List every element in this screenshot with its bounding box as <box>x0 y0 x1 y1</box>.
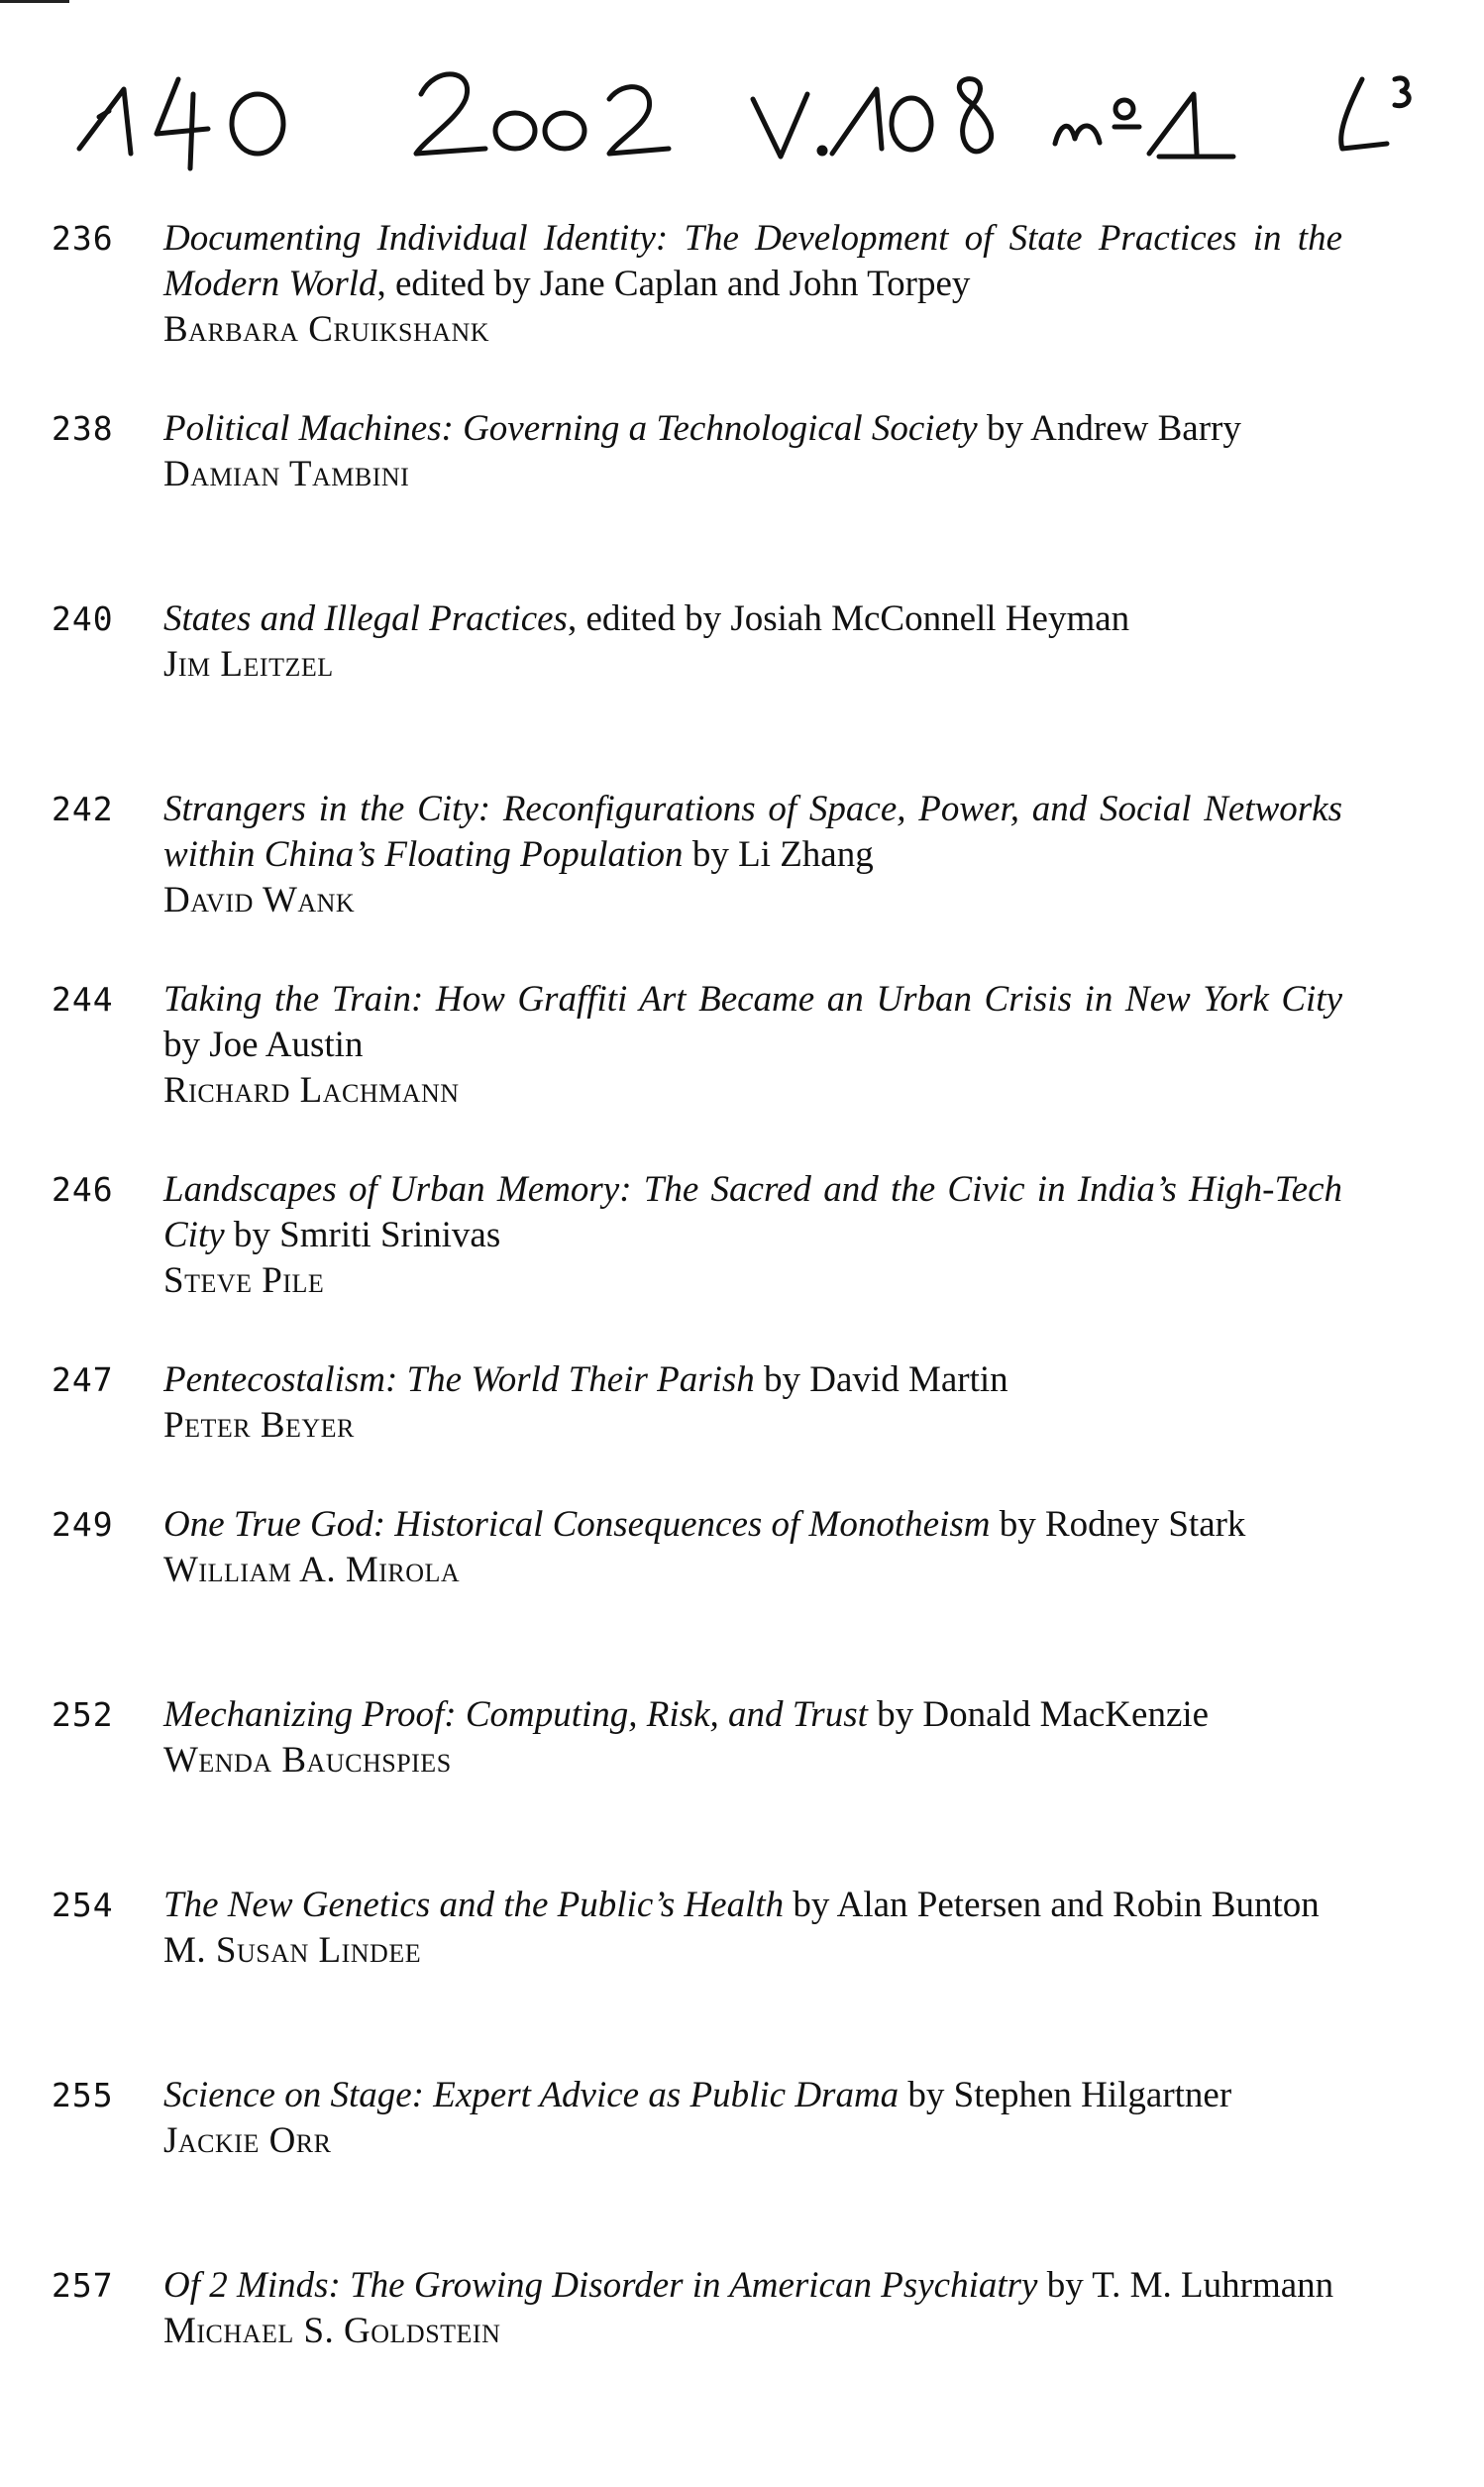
book-citation <box>163 1357 1342 1403</box>
book-byline: by Joe Austin <box>163 1025 364 1065</box>
list-item <box>0 1883 1484 2073</box>
list-item <box>0 216 1484 406</box>
reviewer-name: David Wank <box>163 880 356 920</box>
book-citation <box>163 2073 1342 2118</box>
handwritten-annotation <box>69 40 1456 188</box>
book-citation <box>163 2263 1342 2309</box>
book-byline: by Alan Petersen and Robin Bunton <box>784 1885 1320 1925</box>
reviewer-name: Jim Leitzel <box>163 644 334 685</box>
reviewer-name: Wenda Bauchspies <box>163 1740 452 1781</box>
book-title: Pentecostalism: The World Their Parish <box>163 1359 755 1400</box>
reviewer-name: Barbara Cruikshank <box>163 309 490 350</box>
scan-edge-mark <box>0 0 69 3</box>
book-citation <box>163 977 1342 1068</box>
page-number: 236 <box>52 219 114 258</box>
page-number: 247 <box>52 1360 114 1399</box>
page-number: 242 <box>52 790 114 828</box>
reviewer-name: William A. Mirola <box>163 1550 461 1590</box>
book-citation <box>163 406 1342 452</box>
list-item <box>0 1167 1484 1357</box>
book-title: Taking the Train: How Graffiti Art Became an Urban Crisis in New York City <box>163 979 1342 1020</box>
list-item <box>0 1357 1484 1502</box>
book-title: The New Genetics and the Public’s Health <box>163 1885 785 1925</box>
book-byline: by Smriti Srinivas <box>224 1215 501 1255</box>
book-citation <box>163 1502 1342 1548</box>
book-byline: , edited by Jane Caplan and John Torpey <box>376 264 971 304</box>
list-item <box>0 787 1484 977</box>
book-byline: by Andrew Barry <box>977 408 1241 449</box>
book-byline: by David Martin <box>754 1359 1008 1400</box>
list-item <box>0 1502 1484 1692</box>
book-title: Strangers in the City: Reconfigurations of Space, Power, and Social Networks within China’s Floating Population <box>163 789 1342 875</box>
list-item <box>0 2073 1484 2263</box>
list-item <box>0 406 1484 596</box>
reviewer-name: M. Susan Lindee <box>163 1930 422 1971</box>
page-number: 244 <box>52 980 114 1019</box>
page-number: 254 <box>52 1886 114 1924</box>
reviewer-name: Peter Beyer <box>163 1405 355 1446</box>
book-byline: , edited by Josiah McConnell Heyman <box>567 598 1130 639</box>
book-title: Political Machines: Governing a Technological Society <box>163 408 978 449</box>
reviewer-name: Steve Pile <box>163 1260 325 1301</box>
book-byline: by T. M. Luhrmann <box>1037 2265 1334 2306</box>
book-byline: by Stephen Hilgartner <box>899 2075 1232 2115</box>
list-item <box>0 1692 1484 1883</box>
book-title: Mechanizing Proof: Computing, Risk, and Trust <box>163 1694 868 1735</box>
page-number: 249 <box>52 1505 114 1544</box>
book-title: Science on Stage: Expert Advice as Public Drama <box>163 2075 900 2115</box>
book-byline: by Li Zhang <box>683 834 874 875</box>
book-citation <box>163 787 1342 878</box>
book-title: Documenting Individual Identity: The Development of State Practices in the Modern World <box>163 218 1342 304</box>
book-title: States and Illegal Practices <box>163 598 568 639</box>
reviewer-name: Damian Tambini <box>163 454 410 494</box>
book-citation <box>163 1167 1342 1258</box>
page-number: 240 <box>52 599 114 638</box>
reviewer-name: Michael S. Goldstein <box>163 2311 501 2351</box>
book-byline: by Donald MacKenzie <box>867 1694 1210 1735</box>
table-of-contents <box>0 216 1484 2453</box>
list-item <box>0 2263 1484 2453</box>
list-item <box>0 596 1484 787</box>
page-number: 255 <box>52 2076 114 2114</box>
page-number: 257 <box>52 2266 114 2305</box>
page-number: 238 <box>52 409 114 448</box>
book-citation <box>163 1883 1342 1928</box>
book-byline: by Rodney Stark <box>990 1504 1246 1545</box>
page-number: 252 <box>52 1695 114 1734</box>
list-item <box>0 977 1484 1167</box>
book-citation <box>163 1692 1342 1738</box>
page-number: 246 <box>52 1170 114 1209</box>
reviewer-name: Jackie Orr <box>163 2120 332 2161</box>
book-citation <box>163 596 1342 642</box>
reviewer-name: Richard Lachmann <box>163 1070 460 1111</box>
book-title: One True God: Historical Consequences of Monotheism <box>163 1504 991 1545</box>
book-citation <box>163 216 1342 307</box>
book-title: Landscapes of Urban Memory: The Sacred and the Civic in India’s High-Tech City <box>163 1169 1342 1255</box>
book-title: Of 2 Minds: The Growing Disorder in American Psychiatry <box>163 2265 1038 2306</box>
